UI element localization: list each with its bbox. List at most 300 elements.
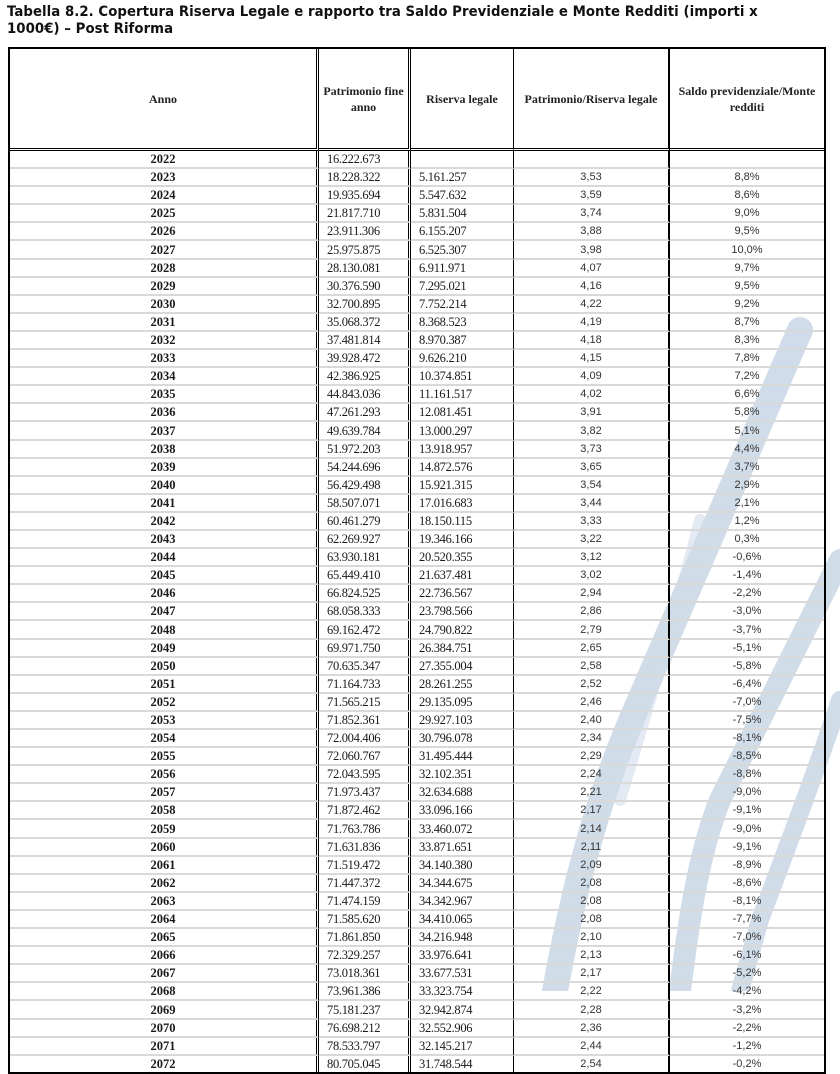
cell-riserva: 11.161.517 bbox=[411, 386, 514, 404]
cell-riserva: 5.831.504 bbox=[411, 205, 514, 223]
cell-rapporto: 3,33 bbox=[514, 513, 670, 531]
cell-anno: 2024 bbox=[10, 187, 319, 205]
cell-saldo: -4,2% bbox=[670, 983, 824, 1001]
cell-anno: 2030 bbox=[10, 296, 319, 314]
cell-patrimonio: 71.164.733 bbox=[319, 676, 411, 694]
table-row bbox=[10, 1056, 824, 1072]
table-row bbox=[10, 169, 824, 187]
cell-patrimonio: 68.058.333 bbox=[319, 603, 411, 621]
cell-riserva: 24.790.822 bbox=[411, 621, 514, 639]
cell-patrimonio: 69.162.472 bbox=[319, 621, 411, 639]
cell-rapporto: 4,09 bbox=[514, 368, 670, 386]
cell-rapporto: 2,44 bbox=[514, 1038, 670, 1056]
cell-rapporto: 3,91 bbox=[514, 404, 670, 422]
cell-rapporto: 2,10 bbox=[514, 929, 670, 947]
cell-patrimonio: 72.004.406 bbox=[319, 730, 411, 748]
cell-saldo: 4,4% bbox=[670, 441, 824, 459]
cell-patrimonio: 21.817.710 bbox=[319, 205, 411, 223]
cell-anno: 2039 bbox=[10, 459, 319, 477]
cell-rapporto: 2,52 bbox=[514, 676, 670, 694]
cell-riserva: 32.634.688 bbox=[411, 784, 514, 802]
cell-anno: 2071 bbox=[10, 1038, 319, 1056]
cell-riserva: 19.346.166 bbox=[411, 531, 514, 549]
cell-saldo: -8,1% bbox=[670, 893, 824, 911]
cell-patrimonio: 71.861.850 bbox=[319, 929, 411, 947]
cell-patrimonio: 71.872.462 bbox=[319, 802, 411, 820]
table-row bbox=[10, 441, 824, 459]
cell-patrimonio: 65.449.410 bbox=[319, 567, 411, 585]
cell-patrimonio: 16.222.673 bbox=[319, 151, 411, 169]
cell-anno: 2031 bbox=[10, 314, 319, 332]
cell-rapporto: 3,54 bbox=[514, 477, 670, 495]
cell-anno: 2066 bbox=[10, 947, 319, 965]
cell-saldo: -8,6% bbox=[670, 875, 824, 893]
table-row bbox=[10, 784, 824, 802]
cell-rapporto: 2,13 bbox=[514, 947, 670, 965]
cell-saldo: -7,0% bbox=[670, 929, 824, 947]
cell-riserva: 33.096.166 bbox=[411, 802, 514, 820]
table-row bbox=[10, 621, 824, 639]
cell-anno: 2050 bbox=[10, 658, 319, 676]
cell-rapporto: 2,40 bbox=[514, 712, 670, 730]
cell-patrimonio: 71.565.215 bbox=[319, 694, 411, 712]
cell-anno: 2043 bbox=[10, 531, 319, 549]
cell-saldo: -9,1% bbox=[670, 839, 824, 857]
cell-riserva: 34.140.380 bbox=[411, 857, 514, 875]
cell-riserva: 12.081.451 bbox=[411, 404, 514, 422]
cell-rapporto: 3,59 bbox=[514, 187, 670, 205]
cell-rapporto: 2,21 bbox=[514, 784, 670, 802]
cell-rapporto: 2,54 bbox=[514, 1056, 670, 1072]
cell-rapporto: 2,34 bbox=[514, 730, 670, 748]
cell-saldo: -5,1% bbox=[670, 640, 824, 658]
cell-rapporto: 2,22 bbox=[514, 983, 670, 1001]
cell-saldo: 8,7% bbox=[670, 314, 824, 332]
cell-riserva bbox=[411, 151, 514, 169]
cell-patrimonio: 54.244.696 bbox=[319, 459, 411, 477]
cell-saldo: -3,7% bbox=[670, 621, 824, 639]
cell-rapporto: 2,65 bbox=[514, 640, 670, 658]
cell-saldo: -3,0% bbox=[670, 603, 824, 621]
table-row bbox=[10, 332, 824, 350]
cell-rapporto: 3,82 bbox=[514, 422, 670, 440]
table-row bbox=[10, 296, 824, 314]
cell-rapporto: 4,18 bbox=[514, 332, 670, 350]
cell-patrimonio: 32.700.895 bbox=[319, 296, 411, 314]
cell-rapporto: 4,15 bbox=[514, 350, 670, 368]
cell-saldo: -8,5% bbox=[670, 748, 824, 766]
cell-saldo: -2,2% bbox=[670, 585, 824, 603]
table-row bbox=[10, 1001, 824, 1019]
cell-patrimonio: 71.447.372 bbox=[319, 875, 411, 893]
cell-rapporto: 3,74 bbox=[514, 205, 670, 223]
cell-riserva: 5.547.632 bbox=[411, 187, 514, 205]
cell-anno: 2035 bbox=[10, 386, 319, 404]
cell-patrimonio: 71.631.836 bbox=[319, 839, 411, 857]
cell-patrimonio: 37.481.814 bbox=[319, 332, 411, 350]
cell-patrimonio: 63.930.181 bbox=[319, 549, 411, 567]
cell-saldo: 8,8% bbox=[670, 169, 824, 187]
cell-riserva: 29.927.103 bbox=[411, 712, 514, 730]
cell-rapporto: 2,58 bbox=[514, 658, 670, 676]
cell-saldo: 8,6% bbox=[670, 187, 824, 205]
table-row bbox=[10, 223, 824, 241]
cell-anno: 2052 bbox=[10, 694, 319, 712]
cell-saldo: -9,0% bbox=[670, 820, 824, 838]
table-row bbox=[10, 857, 824, 875]
table-body bbox=[10, 151, 824, 1072]
table-row bbox=[10, 676, 824, 694]
cell-anno: 2027 bbox=[10, 241, 319, 259]
cell-patrimonio: 56.429.498 bbox=[319, 477, 411, 495]
cell-rapporto: 4,16 bbox=[514, 278, 670, 296]
cell-riserva: 33.323.754 bbox=[411, 983, 514, 1001]
cell-rapporto: 3,98 bbox=[514, 241, 670, 259]
cell-riserva: 26.384.751 bbox=[411, 640, 514, 658]
cell-saldo: -3,2% bbox=[670, 1001, 824, 1019]
cell-anno: 2058 bbox=[10, 802, 319, 820]
cell-rapporto: 4,22 bbox=[514, 296, 670, 314]
table-row bbox=[10, 1020, 824, 1038]
cell-anno: 2042 bbox=[10, 513, 319, 531]
table-row bbox=[10, 350, 824, 368]
cell-saldo: 7,8% bbox=[670, 350, 824, 368]
cell-patrimonio: 39.928.472 bbox=[319, 350, 411, 368]
table-row bbox=[10, 567, 824, 585]
header-riserva: Riserva legale bbox=[411, 49, 514, 151]
table-row bbox=[10, 404, 824, 422]
cell-patrimonio: 73.961.386 bbox=[319, 983, 411, 1001]
cell-patrimonio: 70.635.347 bbox=[319, 658, 411, 676]
cell-riserva: 31.748.544 bbox=[411, 1056, 514, 1072]
data-table-container bbox=[8, 47, 826, 1074]
cell-patrimonio: 69.971.750 bbox=[319, 640, 411, 658]
cell-patrimonio: 51.972.203 bbox=[319, 441, 411, 459]
cell-saldo: -7,0% bbox=[670, 694, 824, 712]
cell-rapporto: 2,08 bbox=[514, 875, 670, 893]
table-row bbox=[10, 730, 824, 748]
cell-anno: 2072 bbox=[10, 1056, 319, 1072]
cell-anno: 2053 bbox=[10, 712, 319, 730]
cell-saldo: -1,4% bbox=[670, 567, 824, 585]
header-row bbox=[10, 49, 824, 151]
cell-riserva: 17.016.683 bbox=[411, 495, 514, 513]
cell-riserva: 20.520.355 bbox=[411, 549, 514, 567]
cell-patrimonio: 60.461.279 bbox=[319, 513, 411, 531]
cell-rapporto: 3,65 bbox=[514, 459, 670, 477]
header-patrimonio: Patrimonio fine anno bbox=[319, 49, 411, 151]
cell-anno: 2023 bbox=[10, 169, 319, 187]
cell-riserva: 10.374.851 bbox=[411, 368, 514, 386]
table-row bbox=[10, 205, 824, 223]
table-row bbox=[10, 368, 824, 386]
cell-saldo: 0,3% bbox=[670, 531, 824, 549]
cell-rapporto: 3,88 bbox=[514, 223, 670, 241]
cell-patrimonio: 71.852.361 bbox=[319, 712, 411, 730]
cell-riserva: 14.872.576 bbox=[411, 459, 514, 477]
cell-patrimonio: 25.975.875 bbox=[319, 241, 411, 259]
table-row bbox=[10, 314, 824, 332]
cell-patrimonio: 19.935.694 bbox=[319, 187, 411, 205]
cell-anno: 2032 bbox=[10, 332, 319, 350]
cell-riserva: 8.970.387 bbox=[411, 332, 514, 350]
table-row bbox=[10, 839, 824, 857]
cell-riserva: 13.000.297 bbox=[411, 422, 514, 440]
cell-saldo: 5,1% bbox=[670, 422, 824, 440]
cell-patrimonio: 71.519.472 bbox=[319, 857, 411, 875]
cell-riserva: 23.798.566 bbox=[411, 603, 514, 621]
cell-rapporto: 2,17 bbox=[514, 802, 670, 820]
table-row bbox=[10, 495, 824, 513]
cell-saldo: -0,6% bbox=[670, 549, 824, 567]
cell-rapporto: 2,28 bbox=[514, 1001, 670, 1019]
cell-rapporto: 3,22 bbox=[514, 531, 670, 549]
header-anno: Anno bbox=[10, 49, 319, 151]
cell-saldo: -8,1% bbox=[670, 730, 824, 748]
table-row bbox=[10, 603, 824, 621]
cell-saldo: 2,9% bbox=[670, 477, 824, 495]
cell-saldo: -6,1% bbox=[670, 947, 824, 965]
cell-riserva: 32.102.351 bbox=[411, 766, 514, 784]
cell-anno: 2046 bbox=[10, 585, 319, 603]
table-row bbox=[10, 151, 824, 169]
cell-patrimonio: 28.130.081 bbox=[319, 260, 411, 278]
cell-rapporto: 2,94 bbox=[514, 585, 670, 603]
cell-patrimonio: 44.843.036 bbox=[319, 386, 411, 404]
cell-anno: 2056 bbox=[10, 766, 319, 784]
table-row bbox=[10, 459, 824, 477]
table-row bbox=[10, 260, 824, 278]
cell-saldo: 6,6% bbox=[670, 386, 824, 404]
table-row bbox=[10, 802, 824, 820]
cell-riserva: 27.355.004 bbox=[411, 658, 514, 676]
cell-anno: 2049 bbox=[10, 640, 319, 658]
cell-riserva: 8.368.523 bbox=[411, 314, 514, 332]
cell-rapporto: 2,08 bbox=[514, 911, 670, 929]
table-row bbox=[10, 241, 824, 259]
cell-anno: 2036 bbox=[10, 404, 319, 422]
table-row bbox=[10, 386, 824, 404]
cell-saldo: 9,0% bbox=[670, 205, 824, 223]
cell-anno: 2048 bbox=[10, 621, 319, 639]
cell-riserva: 31.495.444 bbox=[411, 748, 514, 766]
table-row bbox=[10, 477, 824, 495]
cell-rapporto: 3,53 bbox=[514, 169, 670, 187]
table-row bbox=[10, 766, 824, 784]
cell-anno: 2054 bbox=[10, 730, 319, 748]
cell-saldo: 2,1% bbox=[670, 495, 824, 513]
table-row bbox=[10, 820, 824, 838]
table-row bbox=[10, 893, 824, 911]
cell-saldo: 1,2% bbox=[670, 513, 824, 531]
cell-saldo: -7,5% bbox=[670, 712, 824, 730]
cell-patrimonio: 71.474.159 bbox=[319, 893, 411, 911]
table-row bbox=[10, 748, 824, 766]
cell-rapporto: 2,86 bbox=[514, 603, 670, 621]
cell-anno: 2062 bbox=[10, 875, 319, 893]
cell-patrimonio: 49.639.784 bbox=[319, 422, 411, 440]
cell-patrimonio: 72.329.257 bbox=[319, 947, 411, 965]
cell-saldo: -5,2% bbox=[670, 965, 824, 983]
cell-anno: 2068 bbox=[10, 983, 319, 1001]
cell-rapporto: 2,36 bbox=[514, 1020, 670, 1038]
cell-riserva: 6.911.971 bbox=[411, 260, 514, 278]
table-row bbox=[10, 513, 824, 531]
table-row bbox=[10, 640, 824, 658]
cell-patrimonio: 72.043.595 bbox=[319, 766, 411, 784]
cell-patrimonio: 73.018.361 bbox=[319, 965, 411, 983]
cell-anno: 2060 bbox=[10, 839, 319, 857]
cell-saldo: -0,2% bbox=[732, 1057, 762, 1070]
cell-riserva: 29.135.095 bbox=[411, 694, 514, 712]
table-row bbox=[10, 694, 824, 712]
cell-anno: 2029 bbox=[10, 278, 319, 296]
cell-anno: 2028 bbox=[10, 260, 319, 278]
data-table bbox=[8, 47, 826, 1074]
cell-patrimonio: 23.911.306 bbox=[319, 223, 411, 241]
cell-anno: 2025 bbox=[10, 205, 319, 223]
cell-rapporto: 3,02 bbox=[514, 567, 670, 585]
cell-riserva: 32.145.217 bbox=[411, 1038, 514, 1056]
table-row bbox=[10, 549, 824, 567]
cell-riserva: 33.871.651 bbox=[411, 839, 514, 857]
cell-patrimonio: 76.698.212 bbox=[319, 1020, 411, 1038]
cell-riserva: 34.216.948 bbox=[411, 929, 514, 947]
cell-rapporto: 2,17 bbox=[514, 965, 670, 983]
cell-saldo: -8,8% bbox=[670, 766, 824, 784]
cell-anno: 2069 bbox=[10, 1001, 319, 1019]
cell-riserva: 33.460.072 bbox=[411, 820, 514, 838]
cell-patrimonio: 66.824.525 bbox=[319, 585, 411, 603]
cell-patrimonio: 71.763.786 bbox=[319, 820, 411, 838]
cell-anno: 2041 bbox=[10, 495, 319, 513]
cell-rapporto: 3,73 bbox=[514, 441, 670, 459]
cell-patrimonio: 58.507.071 bbox=[319, 495, 411, 513]
table-row bbox=[10, 965, 824, 983]
table-row bbox=[10, 911, 824, 929]
table-row bbox=[10, 875, 824, 893]
cell-saldo: 9,2% bbox=[670, 296, 824, 314]
cell-saldo bbox=[670, 151, 824, 169]
cell-riserva: 30.796.078 bbox=[411, 730, 514, 748]
table-row bbox=[10, 929, 824, 947]
header-rapporto: Patrimonio/Riserva legale bbox=[514, 49, 670, 151]
cell-rapporto: 2,08 bbox=[514, 893, 670, 911]
table-row bbox=[10, 658, 824, 676]
cell-rapporto: 4,19 bbox=[514, 314, 670, 332]
cell-riserva: 6.525.307 bbox=[411, 241, 514, 259]
cell-saldo: 9,5% bbox=[670, 278, 824, 296]
cell-patrimonio: 62.269.927 bbox=[319, 531, 411, 549]
cell-patrimonio: 71.973.437 bbox=[319, 784, 411, 802]
cell-patrimonio: 18.228.322 bbox=[319, 169, 411, 187]
cell-rapporto bbox=[514, 151, 670, 169]
cell-anno: 2022 bbox=[10, 151, 319, 169]
cell-rapporto: 4,02 bbox=[514, 386, 670, 404]
cell-rapporto: 2,46 bbox=[514, 694, 670, 712]
cell-saldo: 8,3% bbox=[670, 332, 824, 350]
cell-saldo: -6,4% bbox=[670, 676, 824, 694]
cell-riserva: 28.261.255 bbox=[411, 676, 514, 694]
cell-anno: 2064 bbox=[10, 911, 319, 929]
table-row bbox=[10, 422, 824, 440]
cell-anno: 2063 bbox=[10, 893, 319, 911]
cell-anno: 2061 bbox=[10, 857, 319, 875]
cell-saldo: -1,2% bbox=[670, 1038, 824, 1056]
table-row bbox=[10, 712, 824, 730]
cell-saldo: -8,9% bbox=[670, 857, 824, 875]
cell-anno: 2067 bbox=[10, 965, 319, 983]
cell-riserva: 22.736.567 bbox=[411, 585, 514, 603]
cell-anno: 2033 bbox=[10, 350, 319, 368]
table-row bbox=[10, 187, 824, 205]
header-saldo: Saldo previdenziale/Monte redditi bbox=[670, 49, 824, 151]
cell-anno: 2034 bbox=[10, 368, 319, 386]
cell-riserva: 34.410.065 bbox=[411, 911, 514, 929]
cell-saldo: 5,8% bbox=[670, 404, 824, 422]
cell-riserva: 15.921.315 bbox=[411, 477, 514, 495]
cell-anno: 2070 bbox=[10, 1020, 319, 1038]
cell-anno: 2055 bbox=[10, 748, 319, 766]
cell-saldo: -9,0% bbox=[670, 784, 824, 802]
cell-patrimonio: 35.068.372 bbox=[319, 314, 411, 332]
cell-saldo: 9,7% bbox=[670, 260, 824, 278]
cell-riserva: 18.150.115 bbox=[411, 513, 514, 531]
cell-rapporto: 3,44 bbox=[514, 495, 670, 513]
cell-riserva: 21.637.481 bbox=[411, 567, 514, 585]
cell-rapporto: 2,29 bbox=[514, 748, 670, 766]
cell-riserva: 32.552.906 bbox=[411, 1020, 514, 1038]
cell-patrimonio: 80.705.045 bbox=[319, 1056, 411, 1072]
table-row bbox=[10, 585, 824, 603]
cell-riserva: 34.342.967 bbox=[411, 893, 514, 911]
cell-anno: 2057 bbox=[10, 784, 319, 802]
cell-patrimonio: 47.261.293 bbox=[319, 404, 411, 422]
table-row bbox=[10, 983, 824, 1001]
cell-riserva: 9.626.210 bbox=[411, 350, 514, 368]
table-row bbox=[10, 1038, 824, 1056]
cell-patrimonio: 75.181.237 bbox=[319, 1001, 411, 1019]
cell-patrimonio: 30.376.590 bbox=[319, 278, 411, 296]
cell-riserva: 7.752.214 bbox=[411, 296, 514, 314]
cell-saldo: -9,1% bbox=[670, 802, 824, 820]
cell-rapporto: 2,11 bbox=[514, 839, 670, 857]
cell-anno: 2040 bbox=[10, 477, 319, 495]
cell-anno: 2051 bbox=[10, 676, 319, 694]
cell-riserva: 7.295.021 bbox=[411, 278, 514, 296]
cell-patrimonio: 78.533.797 bbox=[319, 1038, 411, 1056]
cell-saldo: -2,2% bbox=[670, 1020, 824, 1038]
cell-rapporto: 3,12 bbox=[514, 549, 670, 567]
cell-rapporto: 2,09 bbox=[514, 857, 670, 875]
cell-anno: 2038 bbox=[10, 441, 319, 459]
table-row bbox=[10, 278, 824, 296]
cell-riserva: 6.155.207 bbox=[411, 223, 514, 241]
cell-patrimonio: 42.386.925 bbox=[319, 368, 411, 386]
cell-riserva: 13.918.957 bbox=[411, 441, 514, 459]
cell-riserva: 34.344.675 bbox=[411, 875, 514, 893]
cell-riserva: 5.161.257 bbox=[411, 169, 514, 187]
cell-saldo: 10,0% bbox=[670, 241, 824, 259]
table-row bbox=[10, 531, 824, 549]
cell-riserva: 32.942.874 bbox=[411, 1001, 514, 1019]
cell-riserva: 33.976.641 bbox=[411, 947, 514, 965]
cell-anno: 2059 bbox=[10, 820, 319, 838]
cell-saldo: 9,5% bbox=[670, 223, 824, 241]
cell-rapporto: 4,07 bbox=[514, 260, 670, 278]
cell-anno: 2065 bbox=[10, 929, 319, 947]
cell-rapporto: 2,24 bbox=[514, 766, 670, 784]
